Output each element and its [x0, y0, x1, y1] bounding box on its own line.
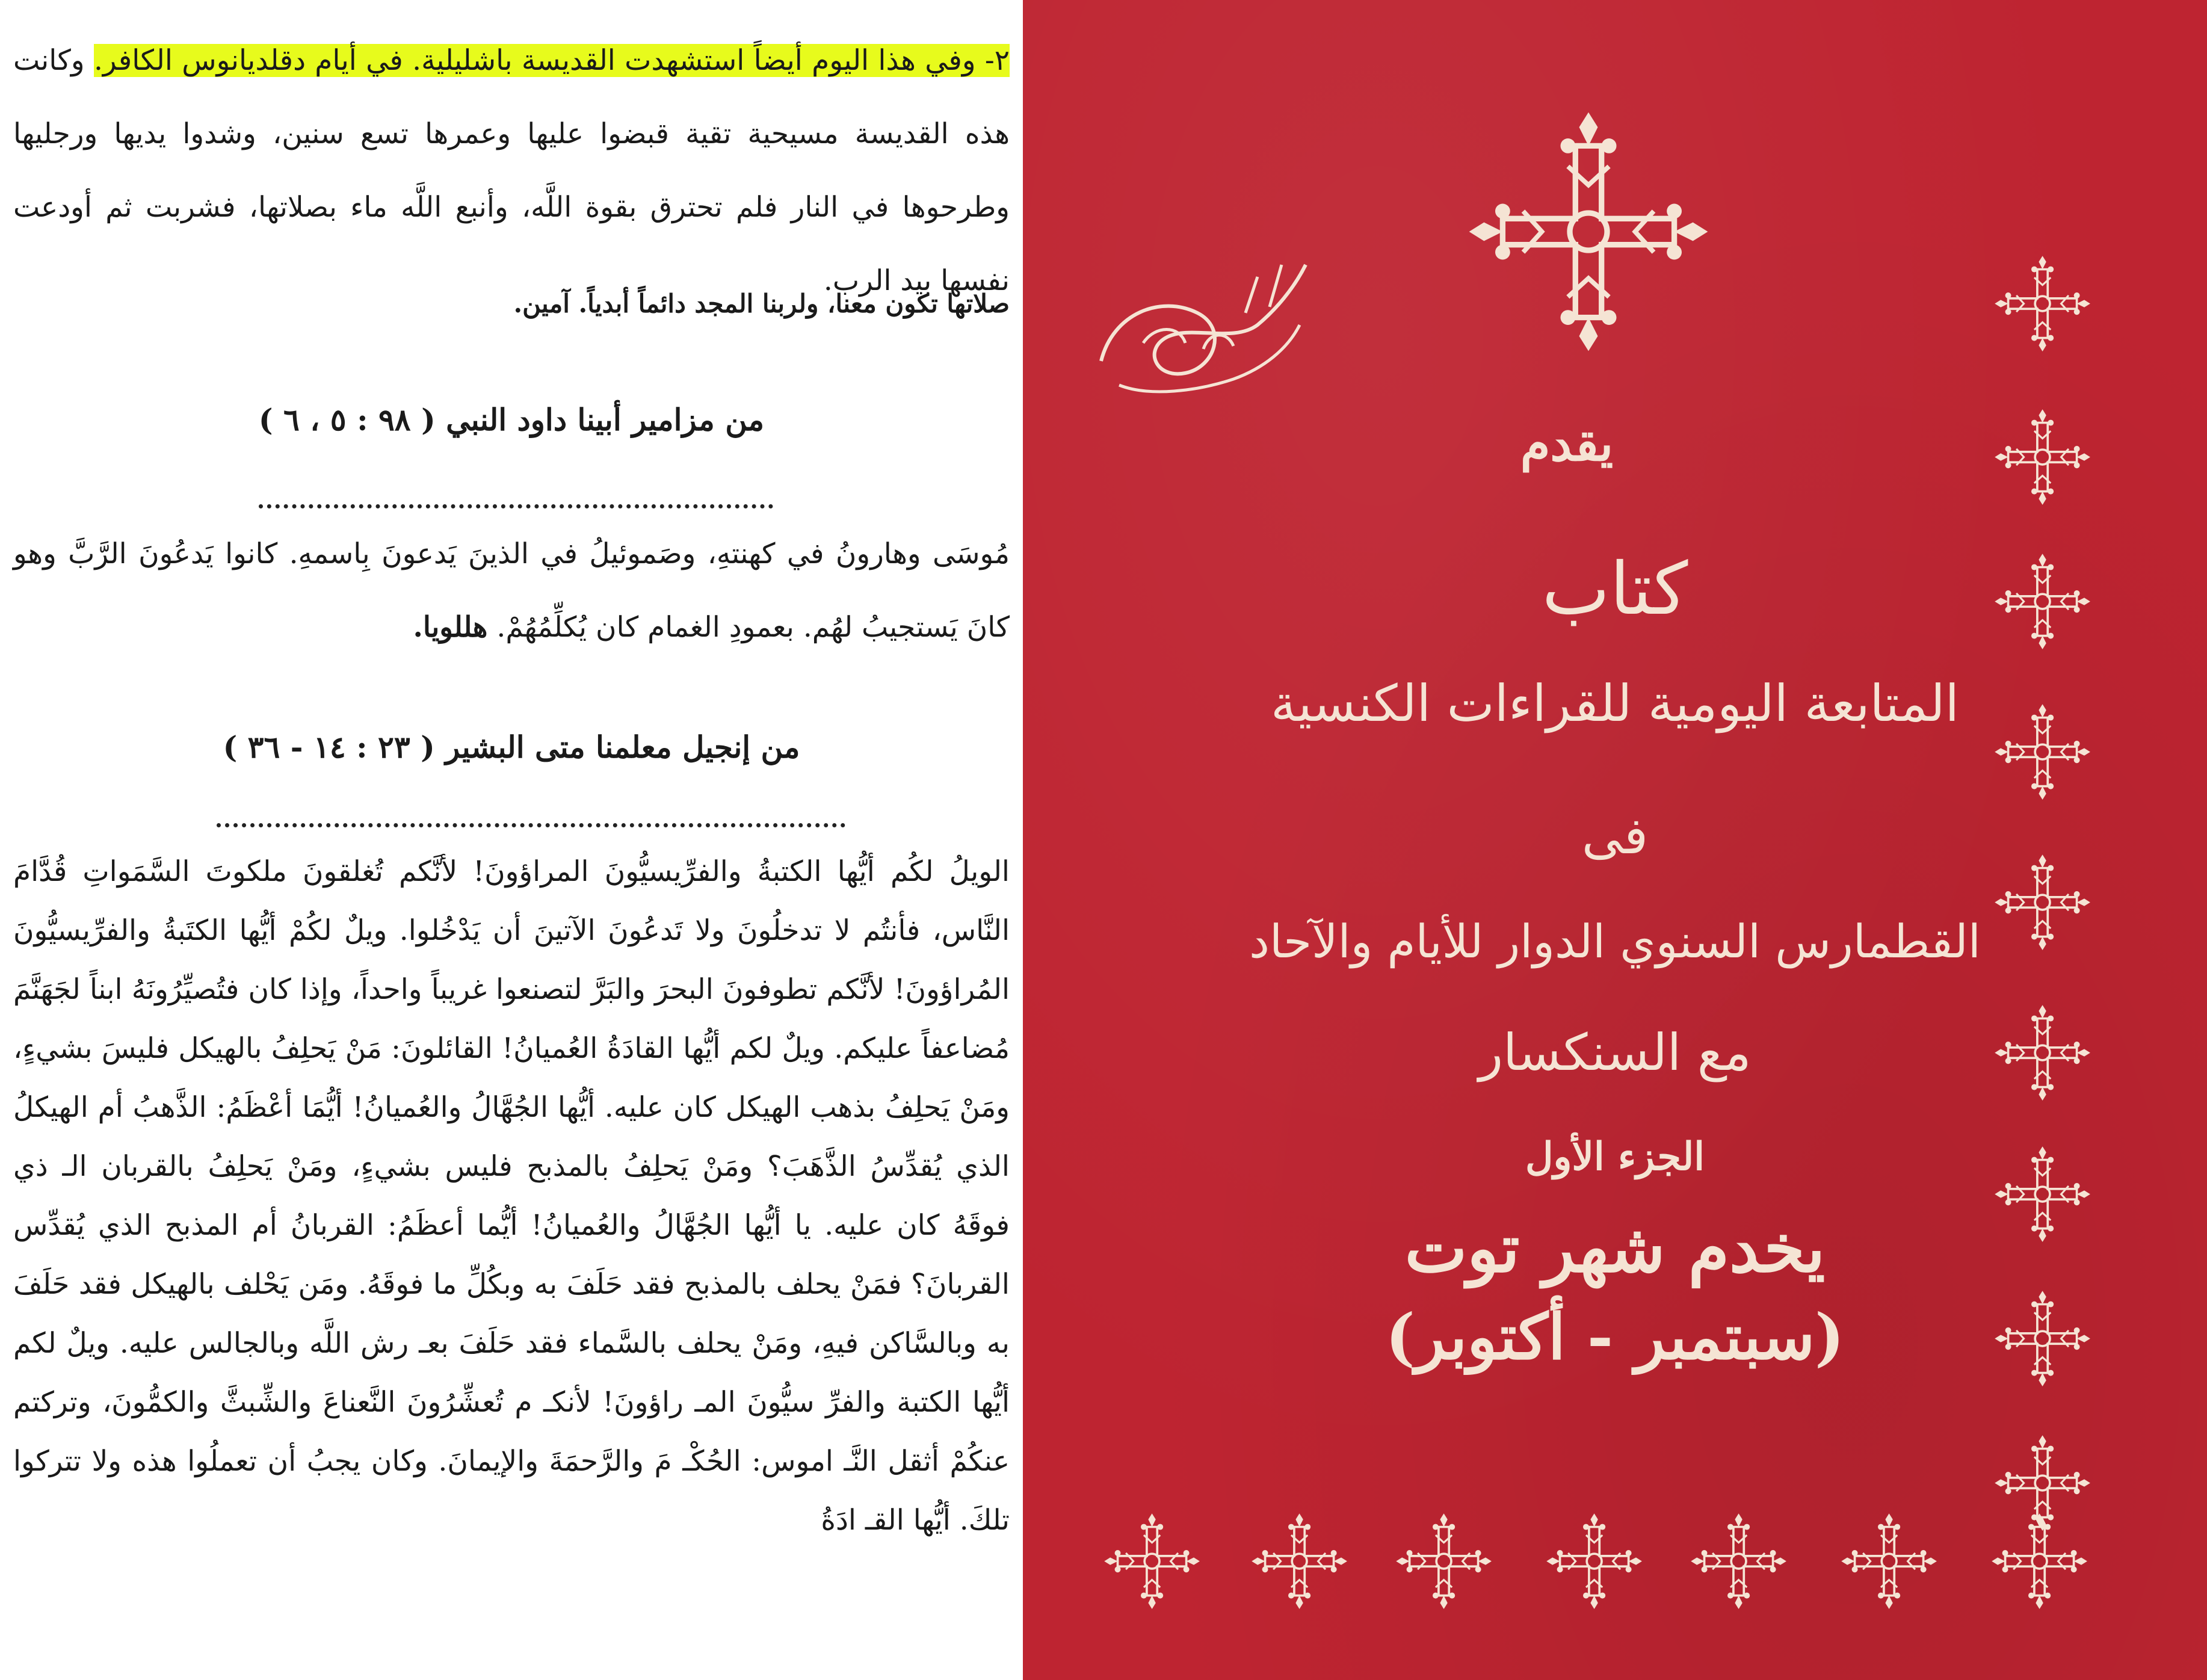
- coptic-cross-icon: [1994, 1004, 2091, 1101]
- coptic-cross-icon: [1456, 90, 1721, 373]
- coptic-cross-icon: [1841, 1513, 1937, 1610]
- coptic-cross-icon: [1994, 1146, 2091, 1243]
- cover-title-katameros: القطمارس السنوي الدوار للأيام والآحاد: [1249, 915, 1981, 968]
- coptic-cross-icon: [1994, 1290, 2091, 1387]
- coptic-cross-icon: [1994, 553, 2091, 650]
- cover-title-main: المتابعة اليومية للقراءات الكنسية: [1270, 674, 1959, 733]
- coptic-cross-icon: [1251, 1513, 1348, 1610]
- coptic-cross-icon: [1546, 1513, 1643, 1610]
- book-cover: [1023, 0, 2207, 1680]
- coptic-cross-icon: [1690, 1513, 1787, 1610]
- months-range-label: (سبتمبر - أكتوبر): [1385, 1300, 1845, 1374]
- heading-divider: [217, 823, 845, 827]
- coptic-cross-icon: [1994, 854, 2091, 951]
- coptic-cross-icon: [1994, 409, 2091, 505]
- closing-prayer: صلاتها تكون معنا، ولربنا المجد دائماً أبدياً. آمين.: [513, 289, 1010, 318]
- cover-title-book: كتاب: [1542, 548, 1688, 631]
- psalm-paragraph: [13, 517, 1010, 664]
- coptic-cross-icon: [1395, 1513, 1492, 1610]
- month-label: يخدم شهر توت: [1404, 1209, 1826, 1287]
- highlighted-text: ٢- وفي هذا اليوم أيضاً استشهدت القديسة باشليلية. في أيام دقلديانوس الكافر.: [93, 44, 1010, 77]
- psalm-heading: من مزامير أبينا داود النبي ( ٩٨ : ٥ ، ٦ ): [258, 402, 765, 437]
- gospel-paragraph: الويلُ لكُم أيُّها الكتبةُ والفرِّيسيُّونَ المراؤونَ! لأنَّكم تُغلقونَ ملكوتَ السَّمَواتِ قُدَّامَ النَّاس، فأنتُم لا تدخلُونَ ولا تَدعُونَ الآتينَ أن يَدْخُلوا. ويلٌ لكُمْ أيُّها الكتَبةُ والفرِّيسيُّونَ المُراؤونَ! لأنَّكم تطوفونَ البحرَ والبَرَّ لتصنعوا غريباً واحداً، وإذا كان فتُصيِّرُونَهُ ابناً لجَهَنَّمَ مُضاعفاً عليكم. ويلٌ لكم أيُّها القادَةُ العُميانُ! القائلونَ: مَنْ يَحلِفُ بالهيكل فليسَ بشيءٍ، ومَنْ يَحلِفُ بذهب الهيكل كان عليه. أيُّها الجُهَّالُ والعُميانُ! أيُّمَا أعْظَمُ: الذَّهبُ أم الهيكلُ الذي يُقدِّسُ الذَّهَبَ؟ ومَنْ يَحلِفُ بالمذبح فليس بشيءٍ، ومَنْ يَحلِفُ بالقربان الـ ذي فوقَهُ كان عليه. يا أيُّها الجُهَّالُ والعُميانُ! أيُّما أعظَمُ: القربانُ أم المذبح الذي يُقدِّس القربانَ؟ فمَنْ يحلف بالمذبح فقد حَلَفَ به وبكُلِّ ما فوقَهُ. ومَن يَحْلف بالهيكل فقد حَلَفَ به وبالسَّاكن فيهِ، ومَنْ يحلف بالسَّماء فقد حَلَفَ بعـ رش اللَّه وبالجالس عليه. ويلٌ لكم أيُّها الكتبة والفرِّ سيُّونَ المـ راؤونَ! لأنكـ م تُعشِّرُونَ النَّعناعَ والشِّبثَّ والكمُّونَ، وتركتم عنكُمْ أثقل النَّـ اموس: الحُكْـ مَ والرَّحمَةَ والإيمانَ. وكان يجبُ أن تعملُوا هذه ولا تتركوا تلكَ. أيُّها القـ ادَةُ: [13, 855, 1010, 1537]
- psalm-text: مُوسَى وهارونُ في كهنتهِ، وصَموئيلُ في الذينَ يَدعونَ بِاسمهِ. كانوا يَدعُونَ الرَّبَّ وهو كانَ يَستجيبُ لهُم. بعمودِ الغمام كان يُكلِّمُهُمْ.: [13, 537, 1010, 644]
- coptic-cross-icon: [1994, 255, 2091, 352]
- story-paragraph: [13, 24, 1010, 318]
- scanned-text-page: [0, 0, 1023, 1680]
- heading-divider: [259, 504, 773, 508]
- alleluia-word: هللويا.: [413, 611, 488, 644]
- calligraphy-signature-icon: [1077, 241, 1330, 439]
- cover-title-in: فى: [1581, 806, 1649, 865]
- presenter-label: يقدم: [1520, 415, 1614, 472]
- volume-label: الجزء الأول: [1525, 1134, 1705, 1179]
- coptic-cross-icon: [1994, 703, 2091, 800]
- coptic-cross-icon: [1104, 1513, 1200, 1610]
- gospel-heading: من إنجيل معلمنا متى البشير ( ٢٣ : ١٤ - ٣٦ ): [223, 729, 800, 765]
- coptic-cross-icon: [1991, 1513, 2088, 1610]
- cover-title-synaxarium: مع السنكسار: [1478, 1023, 1752, 1082]
- story-text: وكانت هذه القديسة مسيحية تقية قبضوا عليها وعمرها تسع سنين، وشدوا يديها ورجليها وطرحوها في النار فلم تحترق بقوة اللَّه، وأنبع اللَّه ماء بصلاتها، فشربت ثم أودعت نفسها بيد الرب.: [13, 44, 1010, 297]
